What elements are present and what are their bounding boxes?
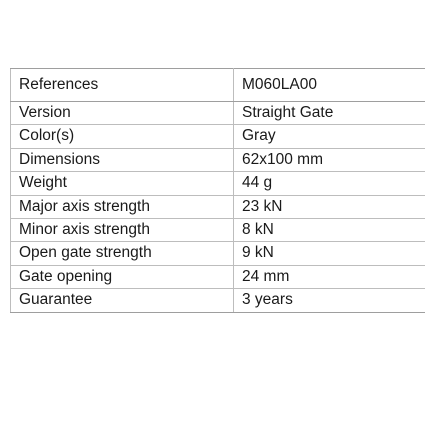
row-value: M060LA00 xyxy=(234,69,425,102)
row-label: References xyxy=(11,69,234,102)
row-value: 44 g xyxy=(234,172,425,195)
table-row xyxy=(11,219,425,242)
row-label: Minor axis strength xyxy=(11,219,234,242)
table-row xyxy=(11,125,425,148)
row-value: 9 kN xyxy=(234,242,425,265)
table-row xyxy=(11,102,425,125)
row-label: Gate opening xyxy=(11,265,234,288)
row-label: Version xyxy=(11,102,234,125)
row-label: Major axis strength xyxy=(11,195,234,218)
spec-table xyxy=(10,68,425,313)
table-row xyxy=(11,242,425,265)
table-row xyxy=(11,289,425,312)
row-label: Color(s) xyxy=(11,125,234,148)
row-value: 24 mm xyxy=(234,265,425,288)
row-value: Gray xyxy=(234,125,425,148)
row-value: 62x100 mm xyxy=(234,148,425,171)
table-row xyxy=(11,265,425,288)
table-row-references xyxy=(11,69,425,102)
table-row xyxy=(11,148,425,171)
table-row xyxy=(11,195,425,218)
row-label: Open gate strength xyxy=(11,242,234,265)
row-label: Weight xyxy=(11,172,234,195)
row-value: 23 kN xyxy=(234,195,425,218)
table-row xyxy=(11,172,425,195)
row-value: 8 kN xyxy=(234,219,425,242)
row-value: Straight Gate xyxy=(234,102,425,125)
row-value: 3 years xyxy=(234,289,425,312)
row-label: Dimensions xyxy=(11,148,234,171)
row-label: Guarantee xyxy=(11,289,234,312)
